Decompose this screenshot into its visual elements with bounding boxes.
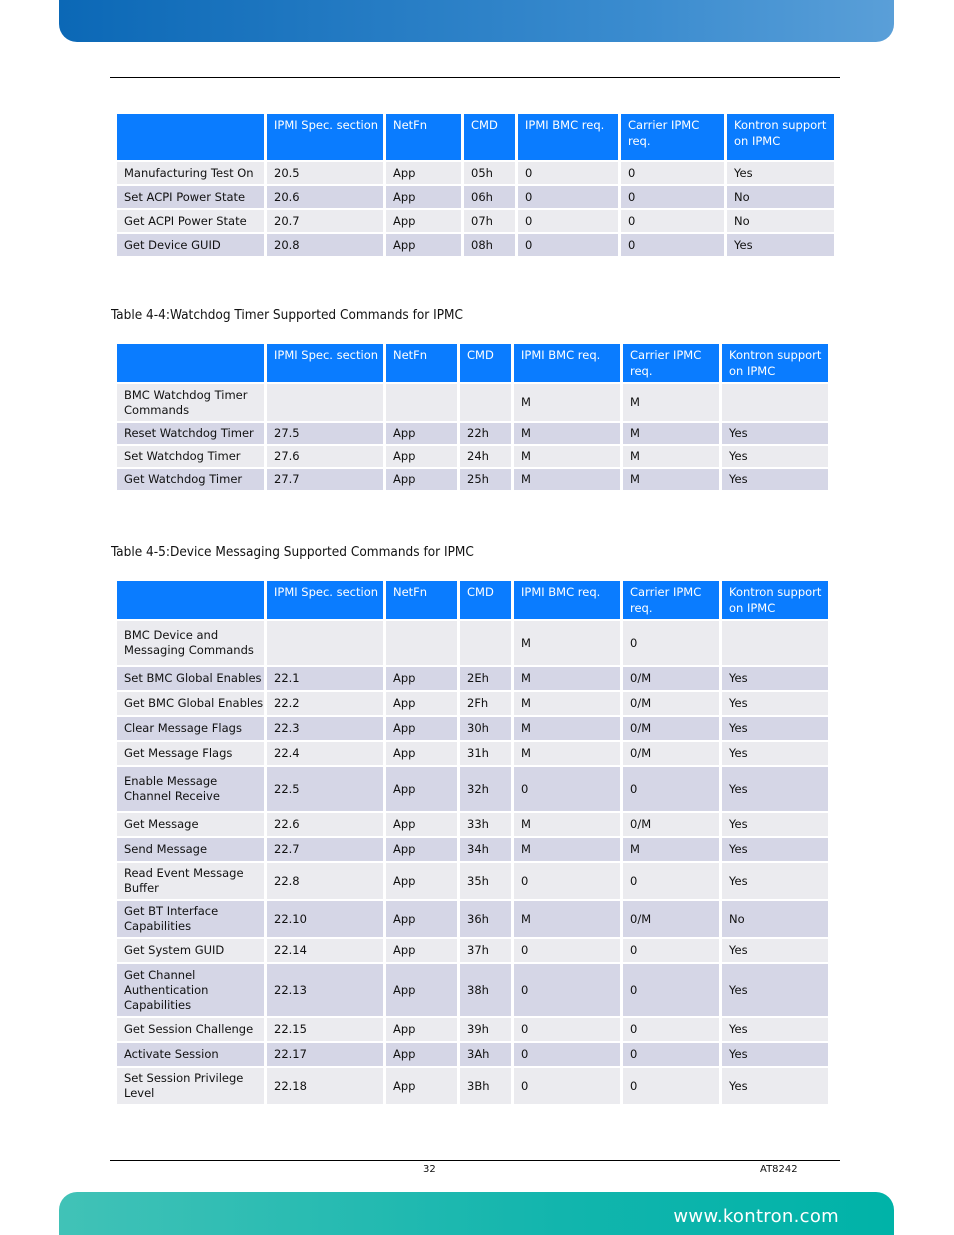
footer-rule bbox=[110, 1160, 840, 1161]
table-row bbox=[117, 162, 834, 184]
table-cell: M bbox=[623, 384, 719, 421]
table-cell: 22.2 bbox=[267, 692, 383, 715]
column-header: CMD bbox=[464, 114, 515, 160]
table-cell: 0 bbox=[621, 234, 724, 256]
table-cell: Yes bbox=[722, 423, 828, 444]
table-cell: 22.8 bbox=[267, 863, 383, 899]
table-cell: 22.17 bbox=[267, 1043, 383, 1066]
table-cell: App bbox=[386, 446, 457, 467]
table-cell: Yes bbox=[722, 813, 828, 836]
table-cell: App bbox=[386, 210, 461, 232]
table-cell: No bbox=[727, 186, 834, 208]
table-cell: 05h bbox=[464, 162, 515, 184]
table-cell: App bbox=[386, 469, 457, 490]
table-cell: App bbox=[386, 667, 457, 690]
footer-banner bbox=[59, 1192, 894, 1235]
table-cell: App bbox=[386, 717, 457, 740]
table-cell: Yes bbox=[722, 838, 828, 861]
column-header: IPMI Spec. section bbox=[267, 344, 383, 382]
command-name-cell: Activate Session bbox=[117, 1043, 264, 1066]
table-cell: 0 bbox=[621, 186, 724, 208]
table-cell: Yes bbox=[722, 1018, 828, 1041]
table-cell: Yes bbox=[722, 469, 828, 490]
table-cell: M bbox=[514, 384, 620, 421]
table-cell: M bbox=[623, 446, 719, 467]
table-cell: No bbox=[727, 210, 834, 232]
command-name-cell: BMC Watchdog Timer Commands bbox=[117, 384, 264, 421]
table-cell: 0 bbox=[514, 1068, 620, 1104]
table-cell: 22.15 bbox=[267, 1018, 383, 1041]
table-cell: 22.7 bbox=[267, 838, 383, 861]
table-row bbox=[117, 186, 834, 208]
table-cell: 0 bbox=[623, 621, 719, 665]
table-cell: 22.13 bbox=[267, 964, 383, 1016]
table-cell: App bbox=[386, 838, 457, 861]
table-cell: M bbox=[514, 667, 620, 690]
table-row bbox=[117, 692, 828, 715]
table-cell: Yes bbox=[722, 1043, 828, 1066]
table-cell: 0/M bbox=[623, 901, 719, 937]
table-cell: 0 bbox=[514, 767, 620, 811]
table-cell: Yes bbox=[722, 863, 828, 899]
table-cell: 0 bbox=[518, 210, 618, 232]
table-cell: 38h bbox=[460, 964, 511, 1016]
table-row bbox=[117, 742, 828, 765]
table-cell bbox=[722, 621, 828, 665]
table-cell: 2Eh bbox=[460, 667, 511, 690]
table-cell: 0 bbox=[514, 964, 620, 1016]
table-row bbox=[117, 964, 828, 1016]
table-cell bbox=[386, 621, 457, 665]
table-cell: Yes bbox=[722, 767, 828, 811]
column-header: IPMI BMC req. bbox=[514, 344, 620, 382]
table-row bbox=[117, 423, 828, 444]
table-cell: 0 bbox=[623, 767, 719, 811]
table-cell: 0 bbox=[623, 1043, 719, 1066]
table-row bbox=[117, 717, 828, 740]
table-cell: App bbox=[386, 692, 457, 715]
table-4-4-caption: Table 4-4:Watchdog Timer Supported Commands for IPMC bbox=[111, 307, 464, 323]
table-cell: M bbox=[514, 717, 620, 740]
column-header: IPMI BMC req. bbox=[514, 581, 620, 619]
table-cell: 27.7 bbox=[267, 469, 383, 490]
table-cell: M bbox=[514, 446, 620, 467]
column-header bbox=[117, 344, 264, 382]
table-cell: 22.6 bbox=[267, 813, 383, 836]
table-cell: 22.5 bbox=[267, 767, 383, 811]
column-header: Kontron support on IPMC bbox=[722, 581, 828, 619]
column-header: NetFn bbox=[386, 344, 457, 382]
table-cell bbox=[267, 384, 383, 421]
table-cell: 0/M bbox=[623, 742, 719, 765]
command-name-cell: Set Watchdog Timer bbox=[117, 446, 264, 467]
table-row bbox=[117, 1043, 828, 1066]
table-4-5-caption: Table 4-5:Device Messaging Supported Commands for IPMC bbox=[111, 544, 474, 560]
column-header: Kontron support on IPMC bbox=[722, 344, 828, 382]
table-cell: 0/M bbox=[623, 717, 719, 740]
table-row bbox=[117, 813, 828, 836]
device-messaging-table bbox=[114, 579, 831, 1106]
table-cell: Yes bbox=[722, 964, 828, 1016]
table-cell: 0/M bbox=[623, 692, 719, 715]
table-cell: M bbox=[514, 742, 620, 765]
column-header: CMD bbox=[460, 344, 511, 382]
table-cell: Yes bbox=[722, 692, 828, 715]
table-cell: App bbox=[386, 813, 457, 836]
table-cell: 3Bh bbox=[460, 1068, 511, 1104]
table-cell: 37h bbox=[460, 939, 511, 962]
table-cell: App bbox=[386, 186, 461, 208]
table-cell bbox=[267, 621, 383, 665]
command-name-cell: Manufacturing Test On bbox=[117, 162, 264, 184]
table-cell: 0 bbox=[518, 162, 618, 184]
table-cell: 08h bbox=[464, 234, 515, 256]
table-header-row bbox=[117, 114, 834, 160]
table-row bbox=[117, 384, 828, 421]
table-cell: 2Fh bbox=[460, 692, 511, 715]
table-cell: 20.6 bbox=[267, 186, 383, 208]
header-rule bbox=[110, 77, 840, 78]
table-cell: 20.7 bbox=[267, 210, 383, 232]
table-cell: App bbox=[386, 939, 457, 962]
command-name-cell: BMC Device and Messaging Commands bbox=[117, 621, 264, 665]
command-name-cell: Get System GUID bbox=[117, 939, 264, 962]
table-cell: App bbox=[386, 863, 457, 899]
table-cell: M bbox=[514, 423, 620, 444]
table-cell: App bbox=[386, 162, 461, 184]
column-header: IPMI Spec. section bbox=[267, 581, 383, 619]
table-cell: Yes bbox=[722, 939, 828, 962]
table-cell: M bbox=[623, 469, 719, 490]
table-cell: 34h bbox=[460, 838, 511, 861]
column-header: Kontron support on IPMC bbox=[727, 114, 834, 160]
table-header-row bbox=[117, 581, 828, 619]
command-name-cell: Get BMC Global Enables bbox=[117, 692, 264, 715]
table-cell: 0 bbox=[623, 1018, 719, 1041]
column-header: CMD bbox=[460, 581, 511, 619]
watchdog-commands-table bbox=[114, 342, 831, 492]
column-header: IPMI Spec. section bbox=[267, 114, 383, 160]
table-row bbox=[117, 446, 828, 467]
table-cell: 20.8 bbox=[267, 234, 383, 256]
table-cell: 0 bbox=[514, 939, 620, 962]
table-cell: Yes bbox=[722, 717, 828, 740]
table-cell: 0 bbox=[518, 234, 618, 256]
command-name-cell: Enable Message Channel Receive bbox=[117, 767, 264, 811]
website-link[interactable]: www.kontron.com bbox=[673, 1206, 839, 1227]
table-cell: 30h bbox=[460, 717, 511, 740]
table-cell: 22.4 bbox=[267, 742, 383, 765]
table-cell: 06h bbox=[464, 186, 515, 208]
table-cell: M bbox=[623, 423, 719, 444]
table-row bbox=[117, 838, 828, 861]
table-cell: 0 bbox=[623, 1068, 719, 1104]
column-header: Carrier IPMC req. bbox=[621, 114, 724, 160]
table-cell: M bbox=[514, 813, 620, 836]
table-cell: M bbox=[514, 838, 620, 861]
table-cell: 3Ah bbox=[460, 1043, 511, 1066]
table-cell: App bbox=[386, 901, 457, 937]
table-cell: 07h bbox=[464, 210, 515, 232]
table-cell: Yes bbox=[727, 234, 834, 256]
table-cell: App bbox=[386, 964, 457, 1016]
table-row bbox=[117, 234, 834, 256]
table-cell: M bbox=[514, 901, 620, 937]
table-cell: App bbox=[386, 1018, 457, 1041]
table-cell: 32h bbox=[460, 767, 511, 811]
column-header: Carrier IPMC req. bbox=[623, 344, 719, 382]
table-row bbox=[117, 767, 828, 811]
table-cell: 22.1 bbox=[267, 667, 383, 690]
table-cell: App bbox=[386, 767, 457, 811]
table-row bbox=[117, 469, 828, 490]
table-cell: 22h bbox=[460, 423, 511, 444]
command-name-cell: Get Watchdog Timer bbox=[117, 469, 264, 490]
command-name-cell: Clear Message Flags bbox=[117, 717, 264, 740]
column-header: Carrier IPMC req. bbox=[623, 581, 719, 619]
table-cell: M bbox=[623, 838, 719, 861]
table-cell: 0 bbox=[623, 863, 719, 899]
table-cell: 0/M bbox=[623, 667, 719, 690]
table-cell: Yes bbox=[722, 667, 828, 690]
table-cell: 22.3 bbox=[267, 717, 383, 740]
header-banner bbox=[59, 0, 894, 42]
table-cell: 0 bbox=[514, 1018, 620, 1041]
table-cell bbox=[460, 621, 511, 665]
command-name-cell: Reset Watchdog Timer bbox=[117, 423, 264, 444]
table-cell: 0 bbox=[514, 1043, 620, 1066]
table-cell: M bbox=[514, 469, 620, 490]
table-cell: 35h bbox=[460, 863, 511, 899]
table-cell: 0 bbox=[514, 863, 620, 899]
table-row bbox=[117, 621, 828, 665]
table-cell bbox=[722, 384, 828, 421]
table-cell: Yes bbox=[722, 1068, 828, 1104]
table-cell: M bbox=[514, 692, 620, 715]
table-cell: 22.14 bbox=[267, 939, 383, 962]
command-name-cell: Get Session Challenge bbox=[117, 1018, 264, 1041]
column-header bbox=[117, 114, 264, 160]
table-cell: 36h bbox=[460, 901, 511, 937]
table-row bbox=[117, 1018, 828, 1041]
table-row bbox=[117, 901, 828, 937]
table-cell: 20.5 bbox=[267, 162, 383, 184]
table-row bbox=[117, 863, 828, 899]
command-name-cell: Set ACPI Power State bbox=[117, 186, 264, 208]
command-name-cell: Set Session Privilege Level bbox=[117, 1068, 264, 1104]
table-cell: 25h bbox=[460, 469, 511, 490]
table-cell: 0 bbox=[623, 939, 719, 962]
command-name-cell: Send Message bbox=[117, 838, 264, 861]
command-name-cell: Get Channel Authentication Capabilities bbox=[117, 964, 264, 1016]
table-cell: No bbox=[722, 901, 828, 937]
document-name: AT8242 bbox=[760, 1164, 798, 1175]
table-cell: 0 bbox=[518, 186, 618, 208]
column-header: NetFn bbox=[386, 114, 461, 160]
table-cell: App bbox=[386, 234, 461, 256]
table-cell: Yes bbox=[727, 162, 834, 184]
table-cell: 22.18 bbox=[267, 1068, 383, 1104]
table-header-row bbox=[117, 344, 828, 382]
column-header: IPMI BMC req. bbox=[518, 114, 618, 160]
command-name-cell: Get Device GUID bbox=[117, 234, 264, 256]
table-row bbox=[117, 667, 828, 690]
table-cell: Yes bbox=[722, 742, 828, 765]
command-name-cell: Get Message bbox=[117, 813, 264, 836]
table-cell: Yes bbox=[722, 446, 828, 467]
table-row bbox=[117, 939, 828, 962]
table-cell: 0 bbox=[623, 964, 719, 1016]
table-cell bbox=[386, 384, 457, 421]
table-cell: 22.10 bbox=[267, 901, 383, 937]
table-cell: 39h bbox=[460, 1018, 511, 1041]
command-name-cell: Read Event Message Buffer bbox=[117, 863, 264, 899]
page-number: 32 bbox=[423, 1164, 436, 1175]
table-cell: 33h bbox=[460, 813, 511, 836]
table-cell: 24h bbox=[460, 446, 511, 467]
table-row bbox=[117, 210, 834, 232]
command-name-cell: Get Message Flags bbox=[117, 742, 264, 765]
command-name-cell: Set BMC Global Enables bbox=[117, 667, 264, 690]
misc-commands-table bbox=[114, 112, 837, 258]
table-cell bbox=[460, 384, 511, 421]
table-cell: 0/M bbox=[623, 813, 719, 836]
table-cell: 27.5 bbox=[267, 423, 383, 444]
table-row bbox=[117, 1068, 828, 1104]
table-cell: App bbox=[386, 1068, 457, 1104]
column-header: NetFn bbox=[386, 581, 457, 619]
table-cell: 27.6 bbox=[267, 446, 383, 467]
table-cell: App bbox=[386, 423, 457, 444]
command-name-cell: Get BT Interface Capabilities bbox=[117, 901, 264, 937]
column-header bbox=[117, 581, 264, 619]
command-name-cell: Get ACPI Power State bbox=[117, 210, 264, 232]
table-cell: App bbox=[386, 1043, 457, 1066]
table-cell: App bbox=[386, 742, 457, 765]
table-cell: 31h bbox=[460, 742, 511, 765]
table-cell: M bbox=[514, 621, 620, 665]
table-cell: 0 bbox=[621, 162, 724, 184]
table-cell: 0 bbox=[621, 210, 724, 232]
